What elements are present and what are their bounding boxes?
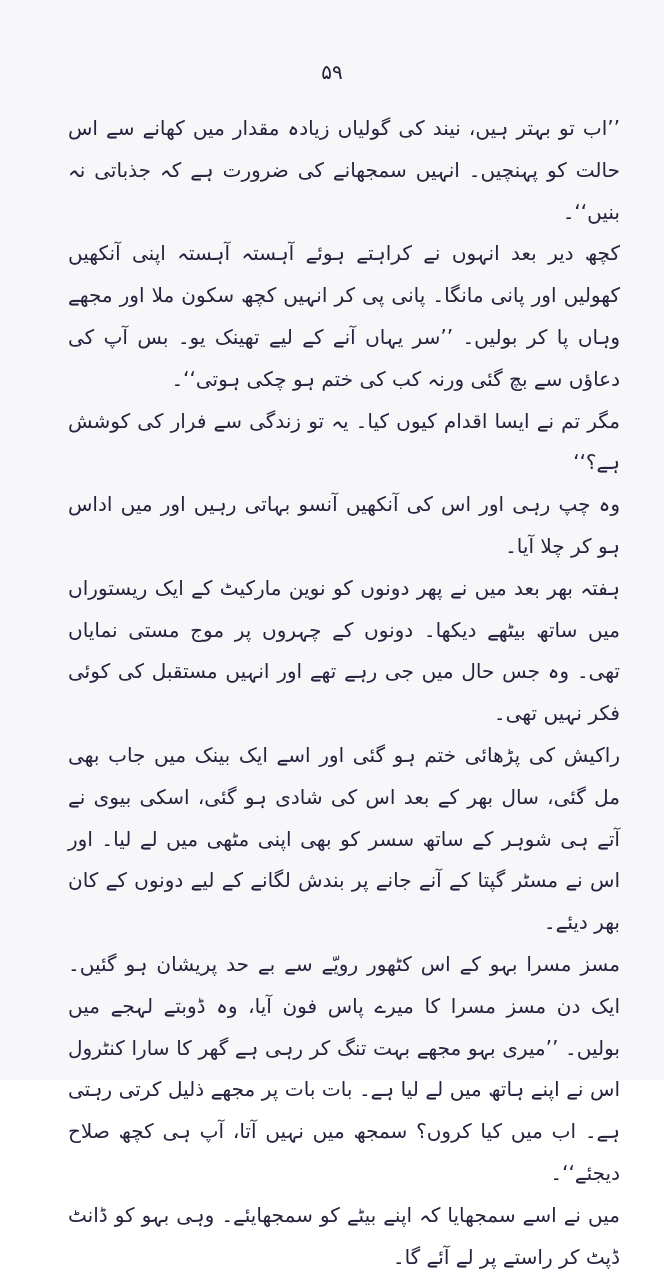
paragraph-2: کچھ دیر بعد انہوں نے کراہتے ہوئے آہستہ آہستہ اپنی آنکھیں کھولیں اور پانی مانگا۔ پانی پی کر انہیں کچھ سکون ملا اور مجھے وہاں پا کر بولیں۔ ’’سر یہاں آنے کے لیے تھینک یو۔ بس آپ کی دعاؤں سے بچ گئی ورنہ کب کی ختم ہو چکی ہوتی‘‘۔: [68, 241, 620, 391]
paragraph-8: میں نے اسے سمجھایا کہ اپنے بیٹے کو سمجھایئے۔ وہی بہو کو ڈانٹ ڈپٹ کر راستے پر لے آئے گا۔: [68, 1202, 620, 1269]
paragraph-7: مسز مسرا بہو کے اس کٹھور رویّے سے بے حد پریشان ہو گئیں۔ ایک دن مسز مسرا کا میرے پاس فون آیا، وہ ڈوبتے لہجے میں بولیں۔ ’’میری بہو مجھے بہت تنگ کر رہی ہے گھر کا سارا کنٹرول اس نے اپنے ہاتھ میں لے لیا ہے۔ بات بات پر مجھے ذلیل کرتی رہتی ہے۔ اب میں کیا کروں؟ سمجھ میں نہیں آتا، آپ ہی کچھ صلاح دیجئے‘‘۔: [68, 951, 620, 1185]
body-text: [68, 108, 620, 1278]
page-number: ۵۹: [321, 60, 343, 84]
paragraph-6: راکیش کی پڑھائی ختم ہو گئی اور اسے ایک بینک میں جاب بھی مل گئی، سال بھر کے بعد اس کی شادی ہو گئی، اسکی بیوی نے آتے ہی شوہر کے ساتھ سسر کو بھی اپنی مٹھی میں لے لیا۔ اور اس نے مسٹر گپتا کے آنے جانے پر بندش لگانے کے لیے دونوں کے کان بھر دیئے۔: [68, 742, 620, 935]
paragraph-5: ہفتہ بھر بعد میں نے پھر دونوں کو نوین مارکیٹ کے ایک ریستوراں میں ساتھ بیٹھے دیکھا۔ دونوں کے چہروں پر موج مستی نمایاں تھی۔ وہ جس حال میں جی رہے تھے اور انہیں مستقبل کی کوئی فکر نہیں تھی۔: [68, 575, 620, 726]
paragraph-3: مگر تم نے ایسا اقدام کیوں کیا۔ یہ تو زندگی سے فرار کی کوشش ہے؟‘‘: [68, 408, 620, 475]
paragraph-1: ’’اب تو بہتر ہیں، نیند کی گولیاں زیادہ مقدار میں کھانے سے اس حالت کو پہنچیں۔ انہیں سمجھانے کی ضرورت ہے کہ جذباتی نہ بنیں‘‘۔: [68, 116, 620, 224]
paragraph-4: وہ چپ رہی اور اس کی آنکھیں آنسو بہاتی رہیں اور میں اداس ہو کر چلا آیا۔: [68, 492, 620, 558]
